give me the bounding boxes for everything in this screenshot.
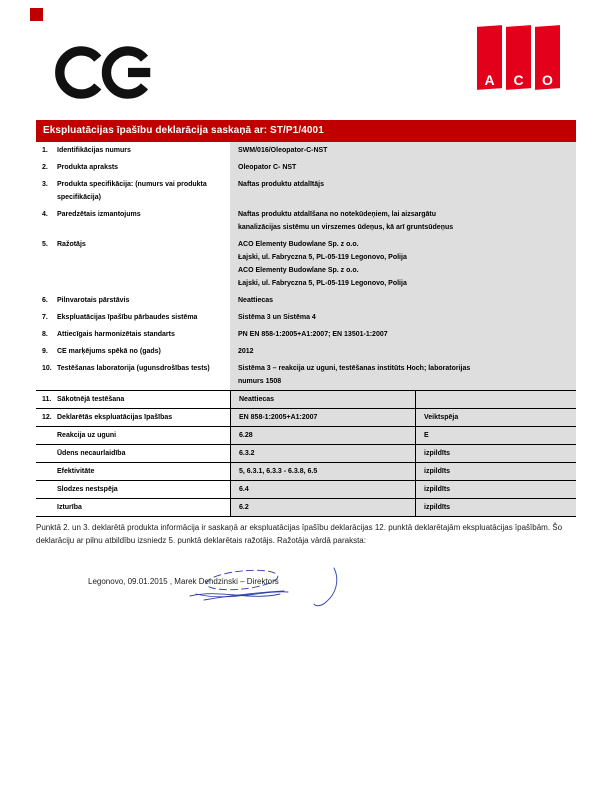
table-row (36, 343, 576, 360)
attribute-label: Slodzes nestspēja (57, 486, 118, 493)
row-number: 9. (42, 348, 48, 355)
aco-logo-bar-o (535, 25, 560, 90)
row-value: kanalizācijas sistēmu un virszemes ūdeņus, kā arī gruntsūdeņus (238, 224, 454, 231)
row-value: Łajski, ul. Fabryczna 5, PL-05-119 Legonovo, Polija (238, 254, 407, 261)
aco-logo (477, 26, 560, 89)
aco-logo-bar-a (477, 25, 502, 90)
attribute-label: Ūdens necaurlaidība (57, 450, 126, 457)
declaration-title-bar: Ekspluatācijas īpašību deklarācija saskaņā ar: ST/P1/4001 (36, 120, 576, 142)
table-row (36, 326, 576, 343)
row-label: CE marķējums spēkā no (gads) (57, 348, 161, 355)
attribute-row (36, 462, 576, 480)
row-value: ACO Elementy Budowlane Sp. z o.o. (238, 267, 359, 274)
row-label: Ražotājs (57, 241, 86, 248)
row-label: Pilnvarotais pārstāvis (57, 297, 130, 304)
aco-letter-c: C (513, 72, 524, 88)
attribute-result: izpildīts (415, 499, 576, 516)
row-number: 3. (42, 181, 48, 188)
row-label: Identifikācijas numurs (57, 147, 131, 154)
table-row (36, 142, 576, 159)
attribute-result: izpildīts (415, 481, 576, 498)
row-number: 12. (42, 414, 52, 421)
attribute-result: izpildīts (415, 445, 576, 462)
signature-line-text: Legonovo, 09.01.2015 , Marek Dendzinski – Direktors (88, 577, 279, 586)
aco-letter-o: O (542, 72, 553, 88)
ce-mark-icon (54, 36, 156, 109)
table-row (36, 309, 576, 326)
table-row-declared-performance (36, 408, 576, 426)
row-number: 11. (42, 396, 52, 403)
table-row (36, 360, 576, 390)
row-label: Produkta specifikācija: (numurs vai produkta specifikācija) (57, 181, 207, 201)
row-label: Sākotnējā testēšana (57, 396, 125, 403)
standard-cell: EN 858-1:2005+A1:2007 (230, 409, 415, 426)
row-value-empty (415, 391, 576, 408)
attribute-clause: 6.28 (230, 427, 415, 444)
aco-logo-bar-c (506, 25, 531, 90)
row-value: SWM/016/Oleopator-C-NST (238, 147, 328, 154)
row-number: 2. (42, 164, 48, 171)
row-value: Oleopator C- NST (238, 164, 297, 171)
table-row-initial-testing (36, 390, 576, 408)
signature-block (36, 577, 576, 586)
attribute-clause: 6.2 (230, 499, 415, 516)
row-value: numurs 1508 (238, 378, 282, 385)
row-number: 10. (42, 365, 52, 372)
attribute-row (36, 480, 576, 498)
row-number: 6. (42, 297, 48, 304)
row-number: 1. (42, 147, 48, 154)
logo-row (36, 0, 576, 120)
row-label: Paredzētais izmantojums (57, 211, 141, 218)
row-value: ACO Elementy Budowlane Sp. z o.o. (238, 241, 359, 248)
row-value: Neattiecas (230, 391, 415, 408)
row-value: Neattiecas (238, 297, 274, 304)
table-row (36, 206, 576, 236)
table-row (36, 176, 576, 206)
row-value: Naftas produktu atdalīšana no notekūdeņiem, lai aizsargātu (238, 211, 436, 218)
attribute-row (36, 498, 576, 517)
row-value: Sistēma 3 un Sistēma 4 (238, 314, 316, 321)
attribute-clause: 6.3.2 (230, 445, 415, 462)
row-value: Sistēma 3 – reakcija uz uguni, testēšanas institūts Hoch; laboratorijas (238, 365, 471, 372)
table-row (36, 292, 576, 309)
performance-header-cell: Veiktspēja (415, 409, 576, 426)
attribute-result: izpildīts (415, 463, 576, 480)
attribute-label: Izturība (57, 504, 82, 511)
attribute-row (36, 444, 576, 462)
row-value: Łajski, ul. Fabryczna 5, PL-05-119 Legonovo, Polija (238, 280, 407, 287)
attribute-clause: 6.4 (230, 481, 415, 498)
attribute-label: Reakcija uz uguni (57, 432, 117, 439)
row-value: Naftas produktu atdalītājs (238, 181, 324, 188)
row-label: Deklarētās ekspluatācijas īpašības (57, 414, 173, 421)
row-label: Produkta apraksts (57, 164, 119, 171)
attribute-row (36, 426, 576, 444)
row-value: 2012 (238, 348, 254, 355)
attribute-label: Efektivitāte (57, 468, 95, 475)
row-label: Testēšanas laboratorija (ugunsdrošības tests) (57, 365, 210, 372)
row-number: 5. (42, 241, 48, 248)
closing-paragraph: Punktā 2. un 3. deklarētā produkta informācija ir saskaņā ar ekspluatācijas īpašību deklarācijas 12. punktā deklarētajām ekspluatācijas īpašībām. Šo deklarāciju ar pilnu atbildību izsniedz 5. punktā deklarētais ražotājs. Ražotāja vārdā paraksta: (36, 523, 563, 545)
row-label: Attiecīgais harmonizētais standarts (57, 331, 175, 338)
attribute-result: E (415, 427, 576, 444)
row-number: 8. (42, 331, 48, 338)
row-number: 7. (42, 314, 48, 321)
aco-letter-a: A (484, 72, 495, 88)
row-value: PN EN 858-1:2005+A1:2007; EN 13501-1:2007 (238, 331, 388, 338)
row-label: Ekspluatācijas īpašību pārbaudes sistēma (57, 314, 198, 321)
table-row (36, 236, 576, 292)
declaration-table (36, 142, 576, 517)
signature-ink (184, 564, 374, 618)
table-row (36, 159, 576, 176)
attribute-clause: 5, 6.3.1, 6.3.3 - 6.3.8, 6.5 (230, 463, 415, 480)
row-number: 4. (42, 211, 48, 218)
